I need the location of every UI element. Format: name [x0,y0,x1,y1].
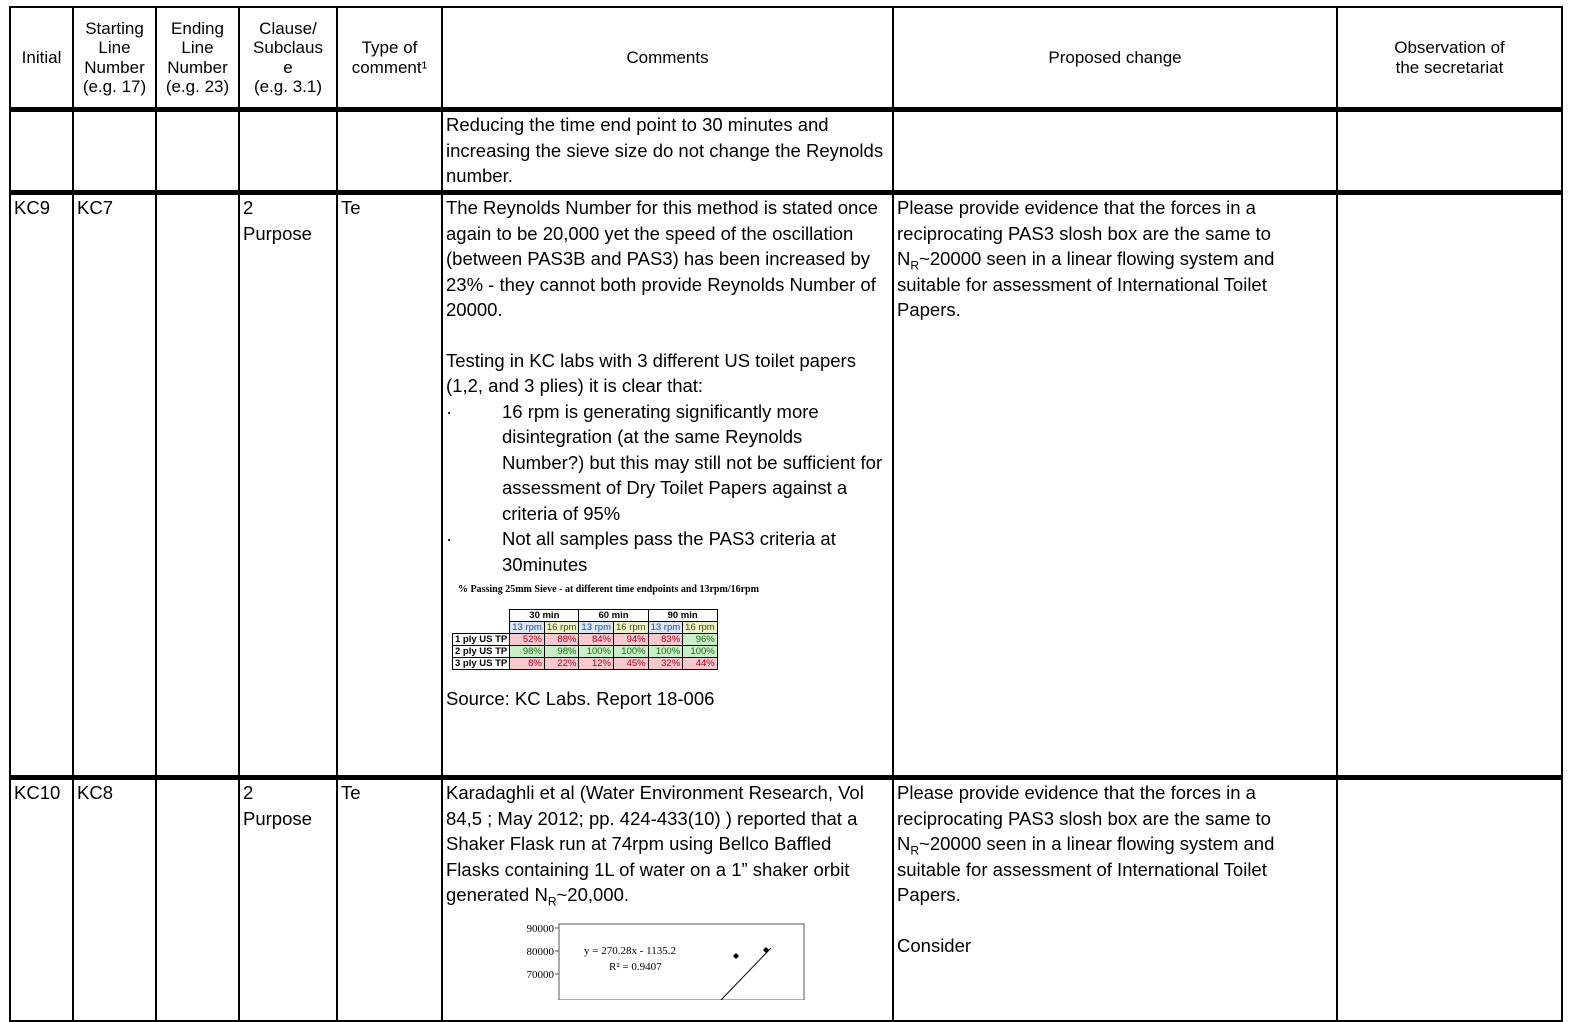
rpm-header: 13 rpm [579,622,614,634]
figure-value-cell: 100% [579,646,614,658]
trend-line [721,948,771,1000]
figure-table-row [453,634,718,646]
proposed-text: Consider [897,934,972,956]
table-row [10,778,1562,1022]
comment-paragraph: Testing in KC labs with 3 different US toilet papers (1,2, and 3 plies) it is clear that: [446,349,856,396]
header-ending-line: Ending Line Number (e.g. 23) [156,7,239,110]
cell-observation[interactable] [1337,193,1562,778]
bullet-item [446,399,889,527]
figure-caption: % Passing 25mm Sieve - at different time endpoints and 13rpm/16rpm [458,584,759,595]
cell-initial[interactable] [10,110,73,193]
source-note: Source: KC Labs. Report 18-006 [446,688,715,709]
cell-end[interactable] [156,778,239,1022]
rpm-header: 16 rpm [614,622,649,634]
header-initial: Initial [10,7,73,110]
cell-observation[interactable] [1337,110,1562,193]
trend-equation: y = 270.28x - 1135.2 [584,944,676,957]
plot-frame [559,924,804,1000]
cell-proposed[interactable] [893,193,1337,778]
figure-table-row [453,646,718,658]
figure-value-cell: 100% [614,646,649,658]
figure-value-cell: 32% [648,658,683,670]
data-point [763,947,769,953]
figure-value-cell: 98% [544,646,579,658]
bullet-dot: · [446,528,453,549]
cell-comments[interactable] [442,193,893,778]
comment-paragraph: The Reynolds Number for this method is stated once again to be 20,000 yet the speed of the oscillation (between PAS3B and PAS3) has been increased by 23% - they cannot both provide Reynolds Number of 20000. [446,197,878,320]
cell-comments[interactable] [442,778,893,1022]
figure-value-cell: 94% [614,634,649,646]
header-comments: Comments [442,7,893,110]
bullet-text: 16 rpm is generating significantly more disintegration (at the same Reynolds Number?) but this may still not be sufficient for assessment of Dry Toilet Papers against a criteria of 95% [502,400,883,524]
reynolds-chart [506,920,806,1000]
figure-row-label: 1 ply US TP [453,634,510,646]
comment-paragraph: Karadaghli et al (Water Environment Research, Vol 84,5 ; May 2012; pp. 424-433(10) ) reported that a Shaker Flask run at 74rpm using Bellco Baffled Flasks containing 1L of water on a 1” shaker orbit generated $N_R\sim 20,000$. [446,782,864,909]
figure-value-cell: 100% [683,646,718,658]
cell-clause[interactable] [239,110,337,193]
header-proposed-change: Proposed change [893,7,1337,110]
figure-value-cell: 83% [648,634,683,646]
rpm-header: 13 rpm [648,622,683,634]
cell-start[interactable]: KC8 [73,778,156,1022]
cell-type[interactable]: Te [337,193,442,778]
cell-type[interactable] [337,110,442,193]
cell-proposed[interactable] [893,778,1337,1022]
header-starting-line: Starting Line Number (e.g. 17) [73,7,156,110]
bullet-text: Not all samples pass the PAS3 criteria at 30minutes [502,528,836,575]
header-type-of-comment: Type of comment¹ [337,7,442,110]
figure-value-cell: 96% [683,634,718,646]
rpm-header: 13 rpm [510,622,545,634]
data-point [733,953,739,959]
y-tick-label: 80000 [526,945,554,958]
r-squared: R² = 0.9407 [609,960,662,973]
sieve-results-table [452,609,718,670]
figure-value-cell: 84% [579,634,614,646]
figure-value-cell: 45% [614,658,649,670]
table-row [10,193,1562,778]
bullet-dot: · [446,400,453,422]
comment-text: Reducing the time end point to 30 minutes and increasing the sieve size do not change the Reynolds number. [446,114,884,186]
cell-end[interactable] [156,110,239,193]
clause-number: 2 [243,197,254,218]
figure-value-cell: 100% [648,646,683,658]
figure-value-cell: 88% [544,634,579,646]
cell-start[interactable] [73,110,156,193]
cell-end[interactable] [156,193,239,778]
y-tick-label: 70000 [526,968,554,981]
figure-value-cell: 8% [510,658,545,670]
cell-type[interactable]: Te [337,778,442,1022]
header-observation: Observation of the secretariat [1337,7,1562,110]
figure-value-cell: 12% [579,658,614,670]
cell-initial[interactable]: KC10 [10,778,73,1022]
cell-proposed[interactable] [893,110,1337,193]
cell-comments[interactable] [442,110,893,193]
rpm-header: 16 rpm [683,622,718,634]
y-tick-label: 90000 [526,922,554,935]
proposed-text: Please provide evidence that the forces in a reciprocating PAS3 slosh box are the same to $N_R\sim 20000$ seen in a linear flowing system and suitable for assessment of International Toilet Papers. [897,197,1275,320]
figure-value-cell: 52% [510,634,545,646]
figure-row-label: 2 ply US TP [453,646,510,658]
sieve-results-figure [452,583,847,670]
clause-name: Purpose [243,807,312,829]
figure-row-label: 3 ply US TP [453,658,510,670]
clause-name: Purpose [243,222,312,244]
figure-value-cell: 98% [510,646,545,658]
proposed-text: Please provide evidence that the forces in a reciprocating PAS3 slosh box are the same to $N_R\sim 20000$ seen in a linear flowing system and suitable for assessment of International Toilet Papers. [897,782,1275,905]
header-row [10,7,1562,110]
rpm-header: 16 rpm [544,622,579,634]
figure-value-cell: 22% [544,658,579,670]
table-row [10,110,1562,193]
clause-number: 2 [243,782,254,803]
header-clause: Clause/ Subclaus e (e.g. 3.1) [239,7,337,110]
group-header: 30 min [510,610,579,622]
cell-start[interactable]: KC7 [73,193,156,778]
bullet-item [446,526,889,577]
chart-svg [506,920,806,1000]
cell-observation[interactable] [1337,778,1562,1022]
group-header: 90 min [648,610,717,622]
comments-table [9,6,1563,1022]
cell-clause[interactable] [239,778,337,1022]
figure-table-row [453,658,718,670]
group-header: 60 min [579,610,648,622]
cell-clause[interactable] [239,193,337,778]
figure-value-cell: 44% [683,658,718,670]
cell-initial[interactable]: KC9 [10,193,73,778]
